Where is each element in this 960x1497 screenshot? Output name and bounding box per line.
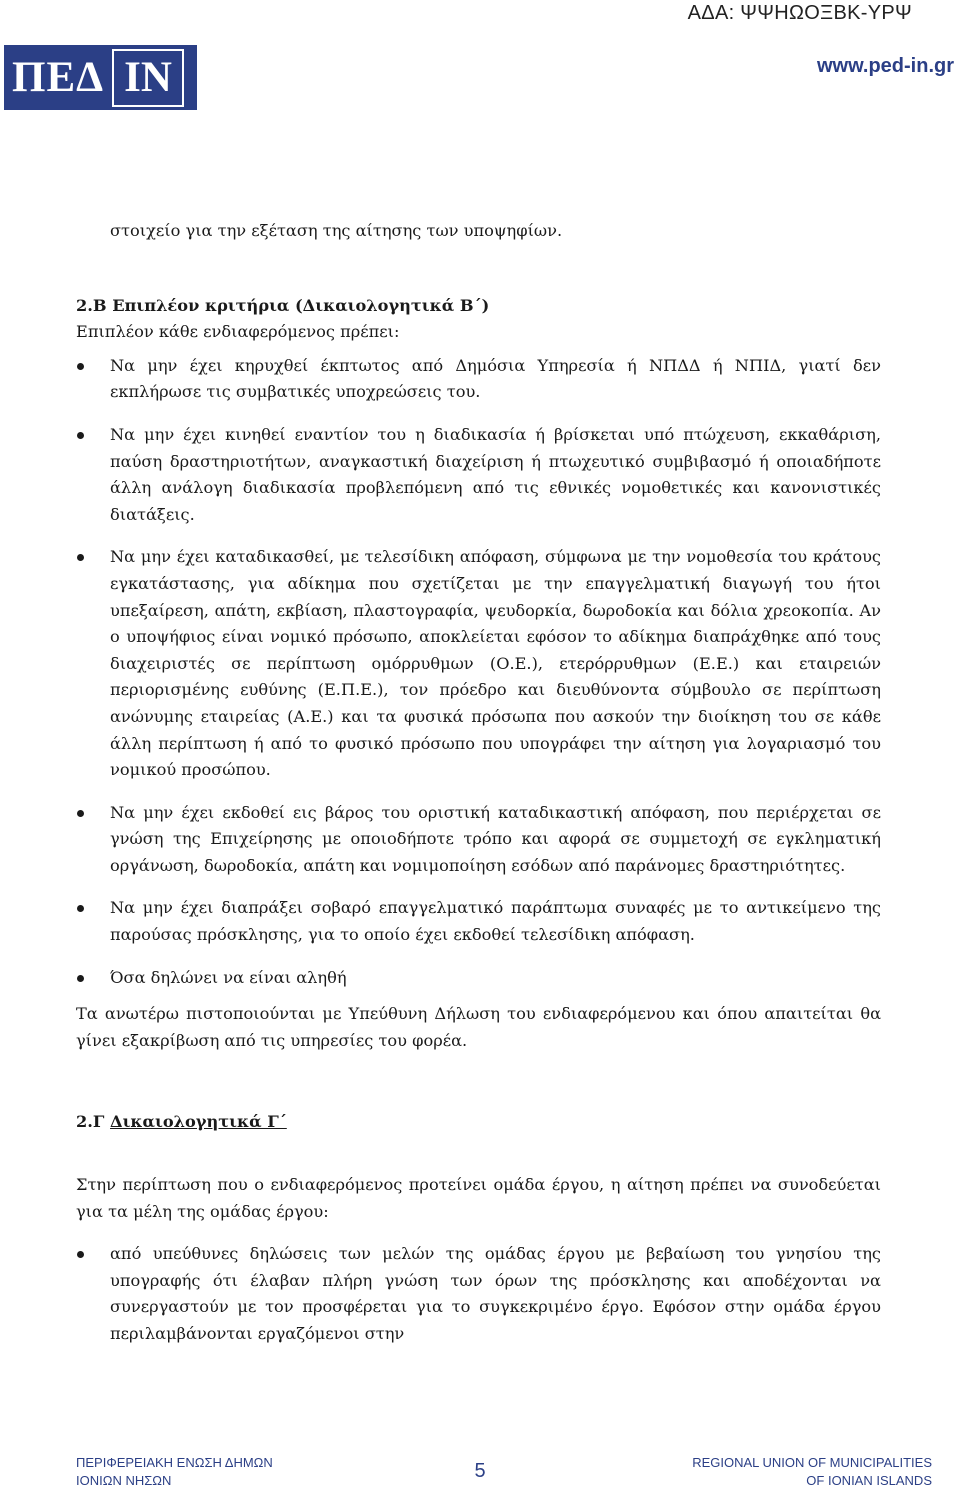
section-b-title: 2.Β Επιπλέον κριτήρια (Δικαιολογητικά Β΄) <box>76 295 490 315</box>
section-b-intro: Επιπλέον κάθε ενδιαφερόμενος πρέπει: <box>76 322 400 342</box>
list-item: Να μην έχει διαπράξει σοβαρό επαγγελματικό παράπτωμα συναφές με το αντικείμενο της παρούσας πρόσκλησης, για το οποίο έχει εκδοθεί τελεσίδικη απόφαση. <box>76 895 881 948</box>
footer-left-line2: ΙΟΝΙΩΝ ΝΗΣΩΝ <box>76 1473 172 1488</box>
footer-right-line1: REGIONAL UNION OF MUNICIPALITIES <box>692 1455 932 1470</box>
logo[interactable] <box>4 45 197 110</box>
ada-code: ΑΔΑ: ΨΨΗΩΟΞΒΚ-ΥΡΨ <box>687 2 912 24</box>
list-item: Να μην έχει κινηθεί εναντίον του η διαδικασία ή βρίσκεται υπό πτώχευση, εκκαθάριση, παύση δραστηριοτήτων, αναγκαστική διαχείριση ή πτωχευτικό συμβιβασμό ή οποιαδήποτε άλλη ανάλογη διαδικασία προβλεπόμενη από τις εθνικές νομοθετικές και κανονιστικές διατάξεις. <box>76 422 881 528</box>
list-item: Να μην έχει κηρυχθεί έκπτωτος από Δημόσια Υπηρεσία ή ΝΠΔΔ ή ΝΠΙΔ, γιατί δεν εκπλήρωσε τις συμβατικές υποχρεώσεις του. <box>76 353 881 406</box>
bullet-icon <box>77 905 84 912</box>
bullet-icon <box>77 810 84 817</box>
footer-org-english <box>692 1454 932 1490</box>
document-body <box>76 218 881 1348</box>
footer-left-line1: ΠΕΡΙΦΕΡΕΙΑΚΗ ΕΝΩΣΗ ΔΗΜΩΝ <box>76 1455 273 1470</box>
footer-right-line2: OF IONIAN ISLANDS <box>806 1473 932 1488</box>
list-item: Να μην έχει εκδοθεί εις βάρος του οριστική καταδικαστική απόφαση, που περιέρχεται σε γνώση της Επιχείρησης με οποιοδήποτε τρόπο και αφορά σε συμμετοχή σε εγκληματική οργάνωση, δωροδοκία, απάτη και νομιμοποίηση εσόδων από παράνομες δραστηριότητες. <box>76 800 881 880</box>
list-item: από υπεύθυνες δηλώσεις των μελών της ομάδας έργου με βεβαίωση του γνησίου της υπογραφής ότι έλαβαν πλήρη γνώση των όρων της πρόσκλησης και αποδέχονται να συνεργαστούν με τον προσφέρεται για το συγκεκριμένο έργο. Εφόσον στην ομάδα έργου περιλαμβάνονται εργαζόμενοι στην <box>76 1241 881 1347</box>
bullet-icon <box>77 975 84 982</box>
bullet-icon <box>77 432 84 439</box>
list-item: Όσα δηλώνει να είναι αληθή <box>76 965 881 992</box>
paragraph-continuation: στοιχείο για την εξέταση της αίτησης των υποψηφίων. <box>110 221 563 240</box>
bullet-icon <box>77 554 84 561</box>
section-c-intro: Στην περίπτωση που ο ενδιαφερόμενος προτείνει ομάδα έργου, η αίτηση πρέπει να συνοδεύεται για τα μέλη της ομάδας έργου: <box>76 1175 881 1221</box>
logo-text-ped: ΠΕΔ <box>12 54 105 101</box>
list-item: Να μην έχει καταδικασθεί, με τελεσίδικη απόφαση, σύμφωνα με την νομοθεσία του κράτους εγκατάστασης, για αδίκημα που σχετίζεται με την επαγγελματική διαγωγή του ήτοι υπεξαίρεση, απάτη, εκβίαση, πλαστογραφία, ψευδορκία, δωροδοκία και δόλια χρεοκοπία. Αν ο υποψήφιος είναι νομικό πρόσωπο, αποκλείεται εφόσον το αδίκημα διαπράχθηκε από τους διαχειριστές σε περίπτωση ομόρρυθμων (Ο.Ε.), ετερόρρυθμων (Ε.Ε.) και εταιρειών περιορισμένης ευθύνης (Ε.Π.Ε.), τον πρόεδρο και διευθύνοντα σύμβουλο σε περίπτωση ανώνυμης εταιρείας (Α.Ε.) και τα φυσικά πρόσωπα που ασκούν την διοίκηση του σε κάθε άλλη περίπτωση ή από το φυσικό πρόσωπο που υπογράφει την αίτηση για λογαριασμό του νομικού προσώπου. <box>76 544 881 783</box>
bullet-icon <box>77 1251 84 1258</box>
bullet-icon <box>77 363 84 370</box>
page-number: 5 <box>474 1460 486 1482</box>
logo-text-in: ΙΝ <box>112 49 184 107</box>
website-link[interactable]: www.ped-in.gr <box>816 55 954 77</box>
section-c-title: 2.Γ Δικαιολογητικά Γ΄ <box>76 1112 287 1132</box>
section-b-outro: Τα ανωτέρω πιστοποιούνται με Υπεύθυνη Δήλωση του ενδιαφερόμενου και όπου απαιτείται θα γίνει εξακρίβωση από τις υπηρεσίες του φορέα. <box>76 1004 881 1050</box>
